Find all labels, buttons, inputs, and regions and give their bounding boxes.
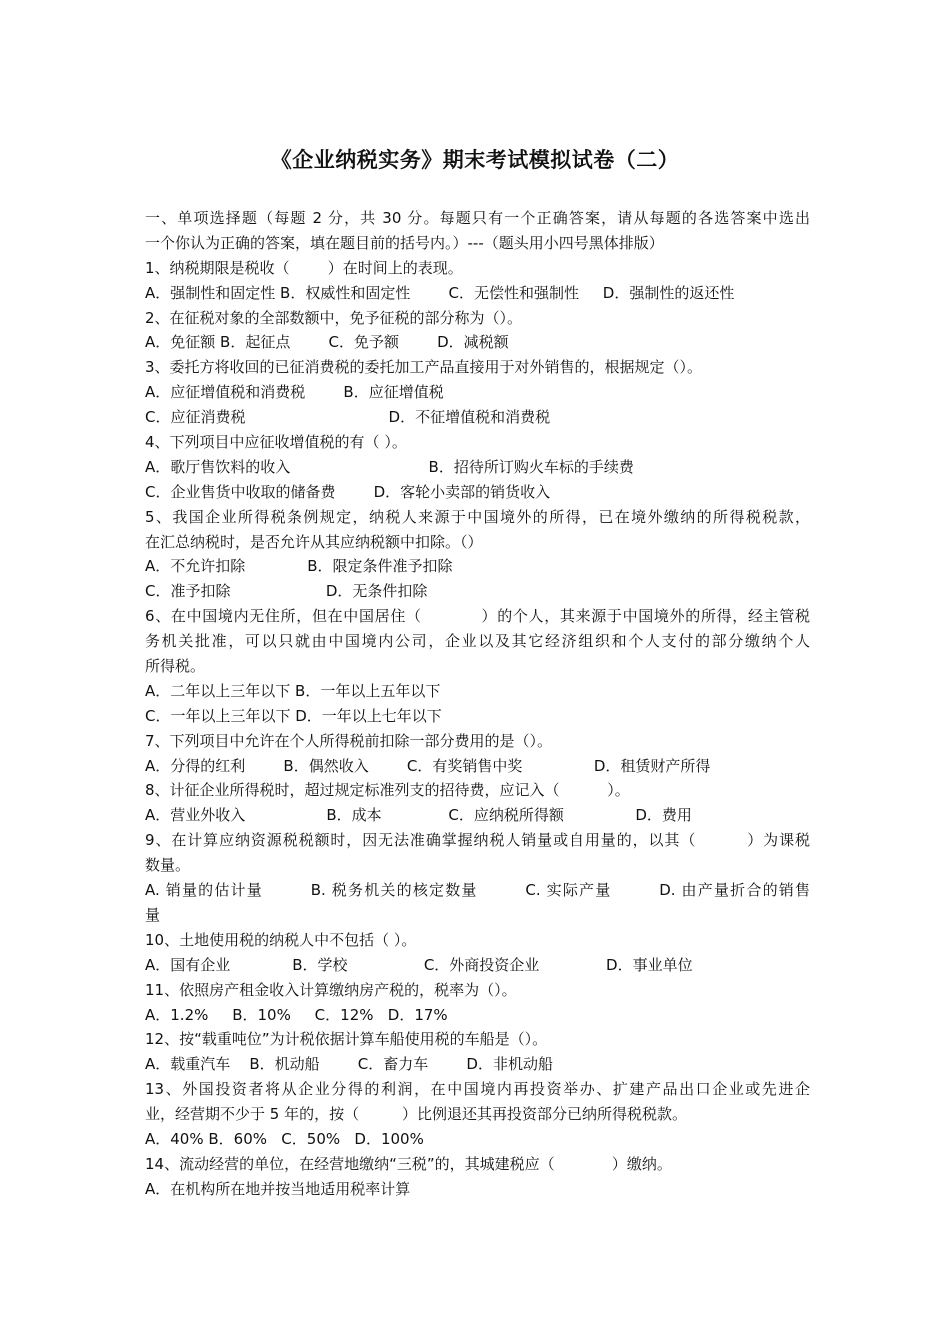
options-line: C．一年以上三年以下 D．一年以上七年以下 [145,706,442,725]
question-line: 9、在计算应纳资源税税额时，因无法准确掌握纳税人销量或自用量的，以其（ ）为课税 [145,831,810,850]
options-line: C．准予扣除 D．无条件扣除 [145,582,428,601]
options-line: A．载重汽车 B．机动船 C．畜力车 D．非机动船 [145,1055,553,1074]
question-line: 业，经营期不少于 5 年的，按（ ）比例退还其再投资部分已纳所得税税款。 [145,1105,687,1124]
options-line: A. 销量的估计量 B. 税务机关的核定数量 C. 实际产量 D. 由产量折合的销售 [145,881,810,900]
question-line: 数量。 [145,856,191,875]
question-line: 8、计征企业所得税时，超过规定标准列支的招待费，应记入（ ）。 [145,781,630,800]
options-line: A．营业外收入 B．成本 C．应纳税所得额 D．费用 [145,806,692,825]
options-line: A．40% B．60% C．50% D．100% [145,1129,424,1148]
options-line: A．强制性和固定性 B．权威性和固定性 C．无偿性和强制性 D．强制性的返还性 [145,283,735,302]
question-line: 6、在中国境内无住所，但在中国居住（ ）的个人，其来源于中国境外的所得，经主管税 [145,607,810,626]
document-title: 《企业纳税实务》期末考试模拟试卷（二） [270,148,680,172]
question-line: 在汇总纳税时，是否允许从其应纳税额中扣除。（） [145,532,483,551]
question-line: 7、下列项目中允许在个人所得税前扣除一部分费用的是（）。 [145,731,553,750]
question-line: 13、外国投资者将从企业分得的利润，在中国境内再投资举办、扩建产品出口企业或先进企 [145,1080,810,1099]
options-line: A．分得的红利 B．偶然收入 C．有奖销售中奖 D．租赁财产所得 [145,756,711,775]
options-line: A．不允许扣除 B．限定条件准予扣除 [145,557,453,576]
options-line: 量 [145,905,161,924]
question-line: 2、在征税对象的全部数额中，免予征税的部分称为（）。 [145,308,523,327]
question-line: 3、委托方将收回的已征消费税的委托加工产品直接用于对外销售的，根据规定（）。 [145,358,703,377]
question-line: 12、按“载重吨位”为计税依据计算车船使用税的车船是（）。 [145,1030,548,1049]
question-line: 10、土地使用税的纳税人中不包括（ ）。 [145,930,417,949]
options-line: A．国有企业 B．学校 C．外商投资企业 D．事业单位 [145,955,693,974]
question-line: 14、流动经营的单位，在经营地缴纳“三税”的，其城建税应（ ）缴纳。 [145,1154,672,1173]
question-line: 务机关批准，可以只就由中国境内公司，企业以及其它经济组织和个人支付的部分缴纳个人 [145,632,810,651]
options-line: C．企业售货中收取的储备费 D．客轮小卖部的销货收入 [145,482,551,501]
options-line: A．歌厅售饮料的收入 B．招待所订购火车标的手续费 [145,457,634,476]
options-line: A．在机构所在地并按当地适用税率计算 [145,1179,411,1198]
text-line: 一、单项选择题（每题 2 分，共 30 分。每题只有一个正确答案，请从每题的各选答案中选出 [145,209,810,227]
question-body [145,206,810,1202]
question-line: 5、我国企业所得税条例规定，纳税人来源于中国境外的所得，已在境外缴纳的所得税税款， [145,507,810,526]
question-line: 11、依照房产租金收入计算缴纳房产税的，税率为（）。 [145,980,517,999]
question-line: 所得税。 [145,657,206,676]
options-line: A．1.2% B．10% C．12% D．17% [145,1005,448,1024]
options-line: A．应征增值税和消费税 B．应征增值税 [145,383,444,402]
options-line: A．免征额 B．起征点 C．免予额 D．减税额 [145,333,509,352]
options-line: C．应征消费税 D．不征增值税和消费税 [145,408,551,427]
text-line: 一个你认为正确的答案，填在题目前的括号内。）---（题头用小四号黑体排版） [145,233,664,252]
options-line: A．二年以上三年以下 B．一年以上五年以下 [145,681,441,700]
question-line: 1、纳税期限是税收（ ）在时间上的表现。 [145,258,463,277]
question-line: 4、下列项目中应征收增值税的有（ ）。 [145,433,407,452]
